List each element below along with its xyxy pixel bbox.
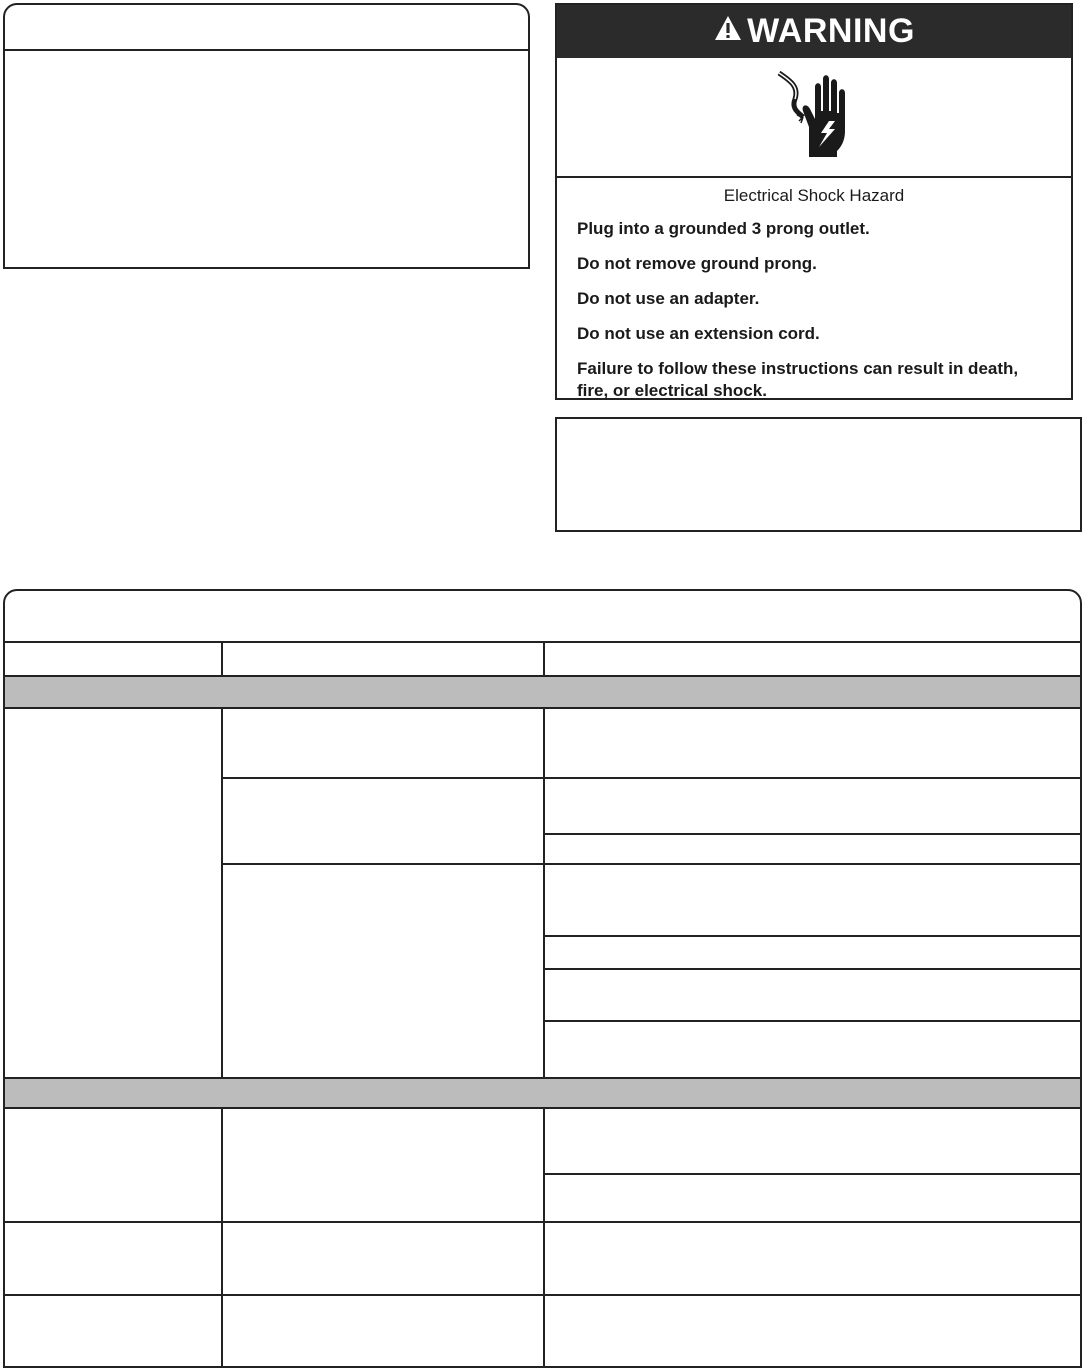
warning-line: Plug into a grounded 3 prong outlet. bbox=[577, 219, 870, 238]
row-divider bbox=[543, 833, 1082, 835]
notice-box bbox=[3, 3, 530, 269]
warning-line: Do not use an extension cord. bbox=[577, 324, 820, 343]
column-divider bbox=[221, 709, 223, 1077]
warning-line: Do not remove ground prong. bbox=[577, 254, 817, 273]
shock-icon-row bbox=[557, 58, 1071, 178]
row-divider bbox=[5, 1221, 1080, 1223]
column-divider bbox=[221, 641, 223, 675]
row-divider bbox=[5, 1294, 1080, 1296]
troubleshooting-table bbox=[3, 589, 1082, 1368]
row-divider bbox=[543, 968, 1082, 970]
row-divider bbox=[543, 935, 1082, 937]
notice-box-header bbox=[5, 5, 528, 51]
row-divider bbox=[221, 777, 1082, 779]
table-section-band bbox=[5, 1077, 1080, 1109]
column-divider bbox=[221, 1109, 223, 1368]
warning-triangle-icon bbox=[713, 12, 743, 51]
row-divider bbox=[221, 863, 1082, 865]
electrical-shock-hand-icon bbox=[769, 65, 859, 170]
warning-body bbox=[557, 178, 1071, 402]
row-divider bbox=[543, 1173, 1082, 1175]
note-box bbox=[555, 417, 1082, 532]
warning-banner bbox=[557, 5, 1071, 58]
column-divider bbox=[543, 1109, 545, 1368]
warning-hazard: Electrical Shock Hazard bbox=[723, 186, 905, 205]
column-divider bbox=[543, 641, 545, 675]
warning-title: WARNING bbox=[747, 12, 915, 50]
warning-box bbox=[555, 3, 1073, 400]
table-section-band bbox=[5, 675, 1080, 709]
warning-line: Do not use an adapter. bbox=[577, 289, 760, 308]
row-divider bbox=[543, 1020, 1082, 1022]
warning-line: Failure to follow these instructions can result in death, fire, or electrical shock. bbox=[577, 359, 1019, 400]
